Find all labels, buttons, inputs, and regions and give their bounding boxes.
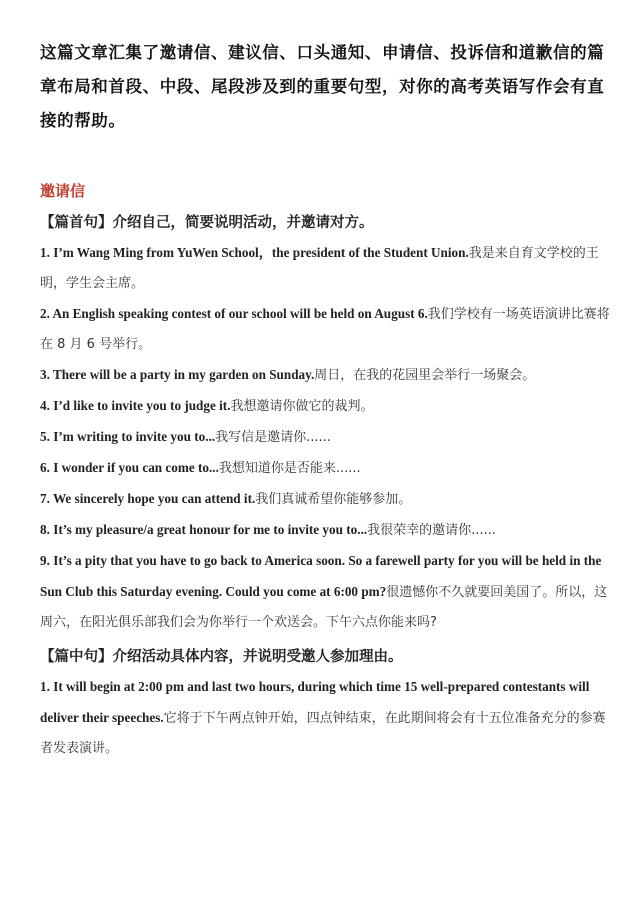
- opening-sentence-5: [40, 422, 612, 453]
- opening-sentences-heading: 【篇首句】介绍自己，简要说明活动，并邀请对方。: [40, 215, 374, 231]
- english-sentence: 6. I wonder if you can come to...: [40, 460, 219, 475]
- english-sentence: 8. It’s my pleasure/a great honour for me to invite you to...: [40, 522, 368, 537]
- chinese-translation: 我们学校有一场英语演讲比赛将在 8 月 6 号举行。: [40, 307, 610, 352]
- opening-sentence-2: [40, 299, 612, 360]
- opening-sentence-8: [40, 515, 612, 546]
- opening-sentence-6: [40, 453, 612, 484]
- opening-sentence-1: [40, 238, 612, 299]
- chinese-translation: 我写信是邀请你......: [215, 430, 331, 445]
- english-sentence: 7. We sincerely hope you can attend it.: [40, 491, 256, 506]
- chinese-translation: 我很荣幸的邀请你......: [367, 523, 496, 538]
- english-sentence: 1. It will begin at 2:00 pm and last two hours, during which time 15 well-prepared contestants will deliver their speeches.: [40, 679, 590, 725]
- chinese-translation: 周日，在我的花园里会举行一场聚会。: [314, 368, 536, 383]
- chinese-translation: 我是来自育文学校的王明，学生会主席。: [40, 246, 599, 291]
- opening-sentence-4: [40, 391, 612, 422]
- opening-sentence-3: [40, 360, 612, 391]
- chinese-translation: 很遗憾你不久就要回美国了。所以，这周六，在阳光俱乐部我们会为你举行一个欢送会。下午六点你能来吗?: [40, 585, 608, 630]
- opening-sentence-9: [40, 546, 612, 638]
- opening-sentence-list: [40, 238, 612, 638]
- english-sentence: 2. An English speaking contest of our school will be held on August 6.: [40, 306, 428, 321]
- english-sentence: 3. There will be a party in my garden on Sunday.: [40, 367, 315, 382]
- middle-sentences-heading: 【篇中句】介绍活动具体内容，并说明受邀人参加理由。: [40, 649, 403, 665]
- chinese-translation: 我想知道你是否能来......: [218, 461, 361, 476]
- intro-paragraph: 这篇文章汇集了邀请信、建议信、口头通知、申请信、投诉信和道歉信的篇章布局和首段、中段、尾段涉及到的重要句型，对你的高考英语写作会有直接的帮助。: [40, 43, 605, 130]
- english-sentence: 4. I’d like to invite you to judge it.: [40, 398, 231, 413]
- english-sentence: 5. I’m writing to invite you to...: [40, 429, 216, 444]
- english-sentence: 9. It’s a pity that you have to go back to America soon. So a farewell party for you will be held in the Sun Club this Saturday evening. Could you come at 6:00 pm?: [40, 553, 602, 599]
- middle-sentence-1: [40, 672, 612, 764]
- chinese-translation: 我们真诚希望你能够参加。: [255, 492, 412, 507]
- opening-sentence-7: [40, 484, 612, 515]
- middle-sentence-list: [40, 672, 612, 764]
- chinese-translation: 我想邀请你做它的裁判。: [230, 399, 374, 414]
- english-sentence: 1. I’m Wang Ming from YuWen School，the president of the Student Union.: [40, 245, 469, 260]
- chinese-translation: 它将于下午两点钟开始，四点钟结束，在此期间将会有十五位准备充分的参赛者发表演讲。: [40, 711, 606, 756]
- section-title-invitation-letter: 邀请信: [40, 182, 86, 200]
